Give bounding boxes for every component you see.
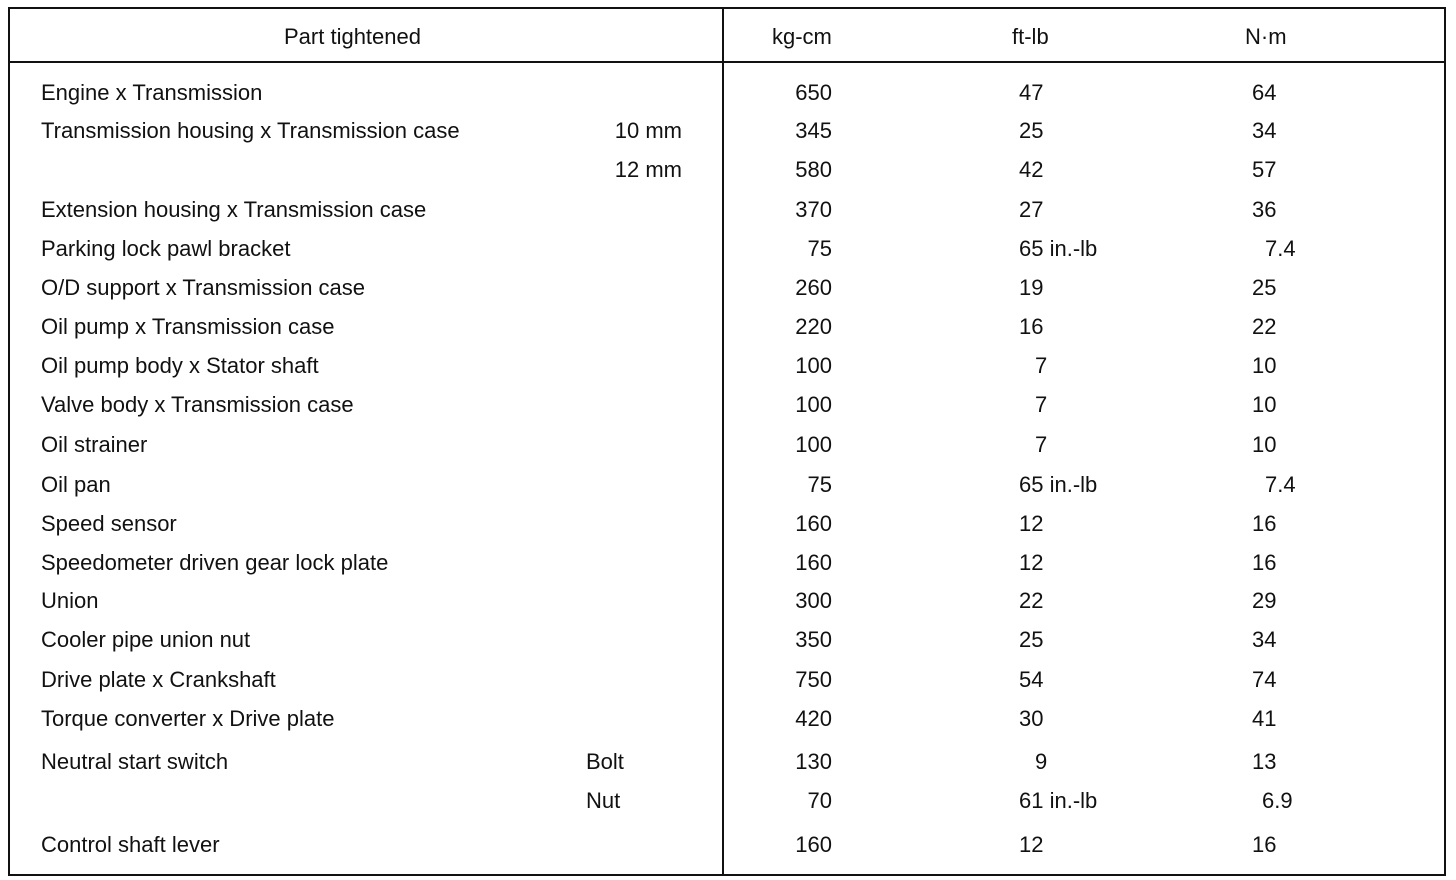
row-part-name: Neutral start switch bbox=[41, 749, 229, 774]
row-part-name: Oil strainer bbox=[41, 432, 148, 457]
row-qualifier: Bolt bbox=[586, 749, 624, 774]
row-kg-cm: 220 bbox=[795, 314, 832, 339]
row-ft-lb: 19 bbox=[1019, 275, 1044, 300]
row-n-m: 6.9 bbox=[1262, 788, 1293, 813]
row-kg-cm: 300 bbox=[795, 588, 832, 613]
row-ft-lb: 47 bbox=[1019, 80, 1044, 105]
row-n-m: 36 bbox=[1252, 197, 1277, 222]
row-part-name: Oil pump x Transmission case bbox=[41, 314, 335, 339]
row-kg-cm: 75 bbox=[807, 236, 832, 261]
header-part-tightened: Part tightened bbox=[284, 24, 421, 49]
row-ft-lb: 27 bbox=[1019, 197, 1044, 222]
header-kg-cm: kg-cm bbox=[772, 24, 832, 49]
row-kg-cm: 100 bbox=[795, 432, 832, 457]
row-n-m: 25 bbox=[1252, 275, 1277, 300]
row-ft-lb: 12 bbox=[1019, 550, 1044, 575]
row-part-name: Speedometer driven gear lock plate bbox=[41, 550, 389, 575]
row-ft-lb: 7 bbox=[1035, 392, 1048, 417]
row-part-name: Parking lock pawl bracket bbox=[41, 236, 291, 261]
row-n-m: 10 bbox=[1252, 353, 1277, 378]
row-ft-lb: 61 in.-lb bbox=[1019, 788, 1098, 813]
row-ft-lb: 25 bbox=[1019, 627, 1044, 652]
row-part-name: Extension housing x Transmission case bbox=[41, 197, 427, 222]
row-ft-lb: 42 bbox=[1019, 157, 1044, 182]
row-n-m: 16 bbox=[1252, 511, 1277, 536]
row-part-name: Speed sensor bbox=[41, 511, 177, 536]
row-n-m: 7.4 bbox=[1265, 236, 1296, 261]
row-n-m: 34 bbox=[1252, 627, 1277, 652]
row-n-m: 34 bbox=[1252, 118, 1277, 143]
row-kg-cm: 350 bbox=[795, 627, 832, 652]
row-ft-lb: 12 bbox=[1019, 511, 1044, 536]
row-n-m: 74 bbox=[1252, 667, 1277, 692]
row-n-m: 22 bbox=[1252, 314, 1277, 339]
row-qualifier: Nut bbox=[586, 788, 621, 813]
row-ft-lb: 54 bbox=[1019, 667, 1044, 692]
row-n-m: 10 bbox=[1252, 392, 1277, 417]
column-divider bbox=[722, 7, 724, 874]
row-n-m: 64 bbox=[1252, 80, 1277, 105]
row-kg-cm: 160 bbox=[795, 550, 832, 575]
row-part-name: Drive plate x Crankshaft bbox=[41, 667, 276, 692]
row-n-m: 41 bbox=[1252, 706, 1277, 731]
row-kg-cm: 75 bbox=[807, 472, 832, 497]
row-part-name: O/D support x Transmission case bbox=[41, 275, 366, 300]
row-n-m: 16 bbox=[1252, 550, 1277, 575]
row-part-name: Oil pump body x Stator shaft bbox=[41, 353, 319, 378]
row-n-m: 57 bbox=[1252, 157, 1277, 182]
row-ft-lb: 16 bbox=[1019, 314, 1044, 339]
row-ft-lb: 12 bbox=[1019, 832, 1044, 857]
row-part-name: Cooler pipe union nut bbox=[41, 627, 251, 652]
row-qualifier: 12 mm bbox=[614, 157, 682, 182]
row-part-name: Oil pan bbox=[41, 472, 111, 497]
row-ft-lb: 65 in.-lb bbox=[1019, 236, 1098, 261]
row-n-m: 7.4 bbox=[1265, 472, 1296, 497]
row-kg-cm: 100 bbox=[795, 353, 832, 378]
row-kg-cm: 160 bbox=[795, 511, 832, 536]
row-ft-lb: 7 bbox=[1035, 353, 1048, 378]
header-divider bbox=[8, 61, 1444, 63]
row-ft-lb: 25 bbox=[1019, 118, 1044, 143]
row-part-name: Valve body x Transmission case bbox=[41, 392, 354, 417]
row-kg-cm: 750 bbox=[795, 667, 832, 692]
row-kg-cm: 345 bbox=[795, 118, 832, 143]
row-kg-cm: 260 bbox=[795, 275, 832, 300]
header-ft-lb: ft-lb bbox=[1012, 24, 1049, 49]
header-n-m: N·m bbox=[1245, 24, 1287, 49]
row-kg-cm: 420 bbox=[795, 706, 832, 731]
row-ft-lb: 65 in.-lb bbox=[1019, 472, 1098, 497]
row-kg-cm: 160 bbox=[795, 832, 832, 857]
row-ft-lb: 30 bbox=[1019, 706, 1044, 731]
row-kg-cm: 130 bbox=[795, 749, 832, 774]
row-kg-cm: 370 bbox=[795, 197, 832, 222]
row-part-name: Torque converter x Drive plate bbox=[41, 706, 335, 731]
row-n-m: 13 bbox=[1252, 749, 1277, 774]
row-kg-cm: 100 bbox=[795, 392, 832, 417]
row-qualifier: 10 mm bbox=[614, 118, 682, 143]
row-part-name: Union bbox=[41, 588, 99, 613]
row-n-m: 29 bbox=[1252, 588, 1277, 613]
row-n-m: 16 bbox=[1252, 832, 1277, 857]
row-n-m: 10 bbox=[1252, 432, 1277, 457]
row-kg-cm: 70 bbox=[807, 788, 832, 813]
row-kg-cm: 650 bbox=[795, 80, 832, 105]
row-part-name: Engine x Transmission bbox=[41, 80, 263, 105]
row-ft-lb: 22 bbox=[1019, 588, 1044, 613]
row-ft-lb: 9 bbox=[1035, 749, 1048, 774]
row-part-name: Control shaft lever bbox=[41, 832, 220, 857]
row-kg-cm: 580 bbox=[795, 157, 832, 182]
row-ft-lb: 7 bbox=[1035, 432, 1048, 457]
row-part-name: Transmission housing x Transmission case bbox=[41, 118, 460, 143]
